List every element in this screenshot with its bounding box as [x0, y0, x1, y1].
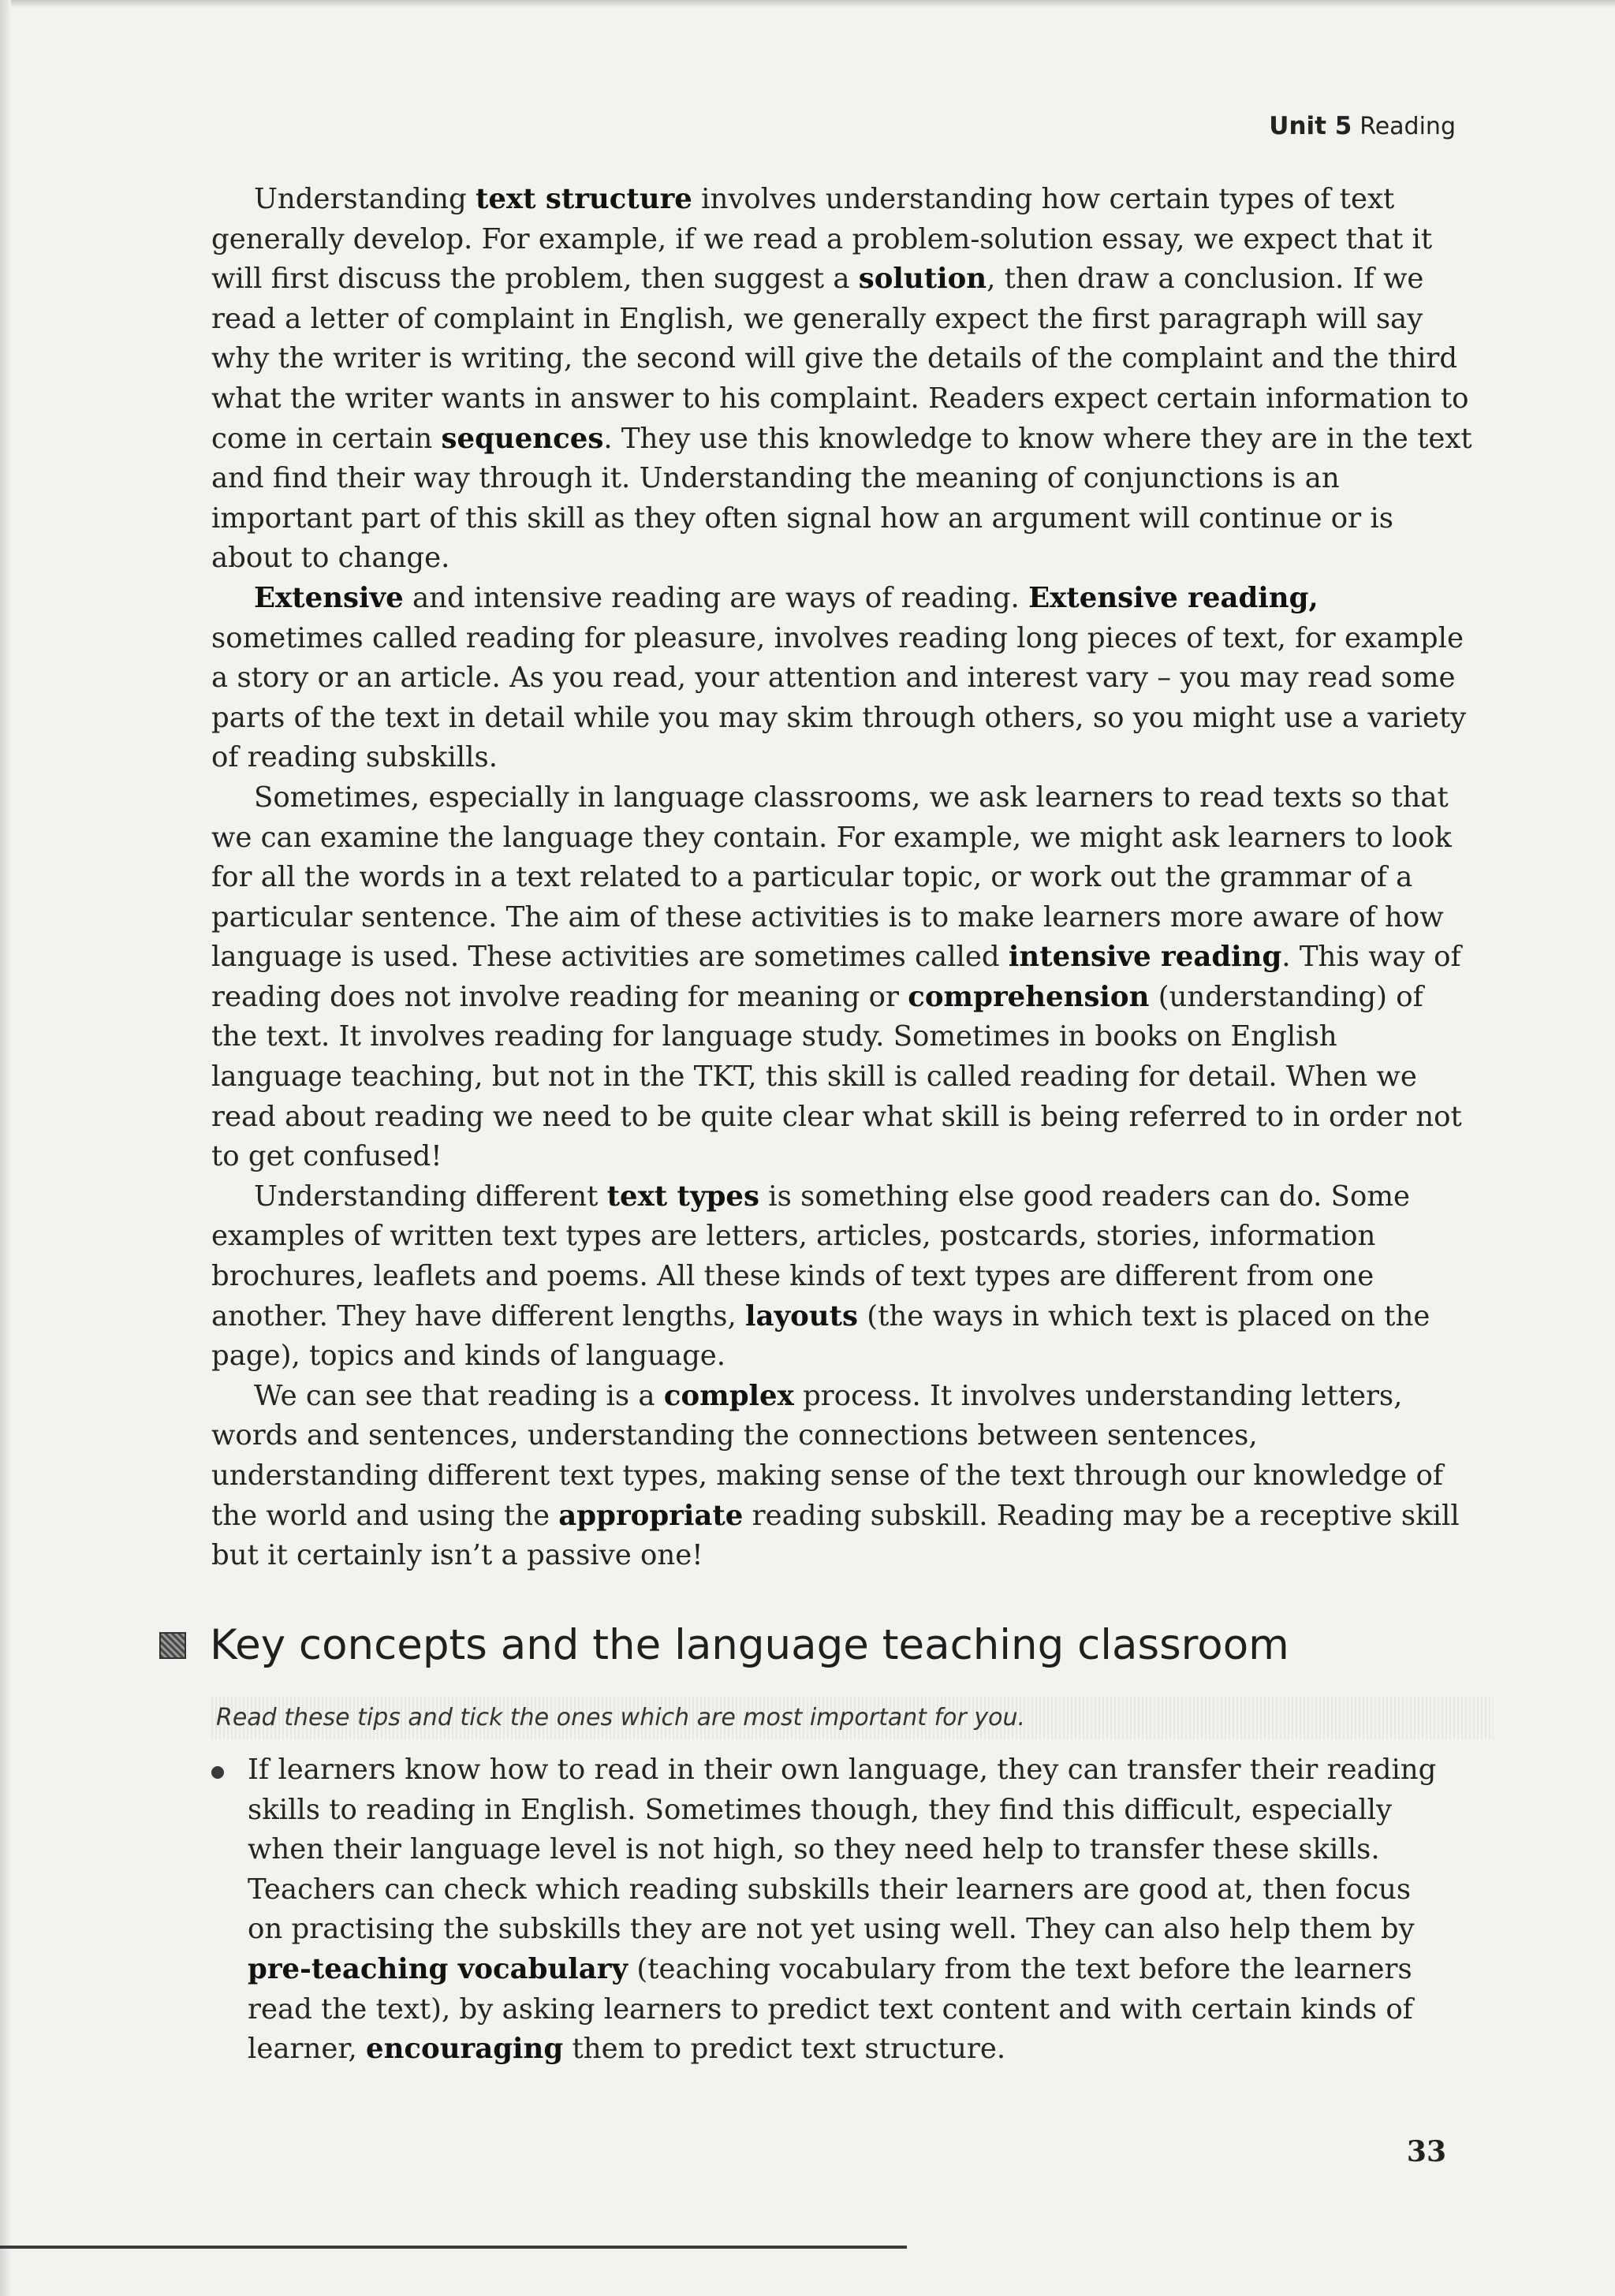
- key-term: complex: [663, 1379, 794, 1412]
- text-run: Understanding different: [254, 1180, 607, 1213]
- text-run: and intensive reading are ways of reading.: [403, 581, 1029, 614]
- text-run: (the ways in which text is placed on the page), topics and kinds of language.: [211, 1299, 1430, 1373]
- key-term: appropriate: [558, 1499, 744, 1532]
- text-run: We can see that reading is a: [254, 1379, 664, 1412]
- body-text: [211, 180, 1473, 1576]
- running-head: [1269, 112, 1456, 140]
- square-bullet-icon: [159, 1632, 186, 1659]
- text-run: involves understanding how certain types of text generally develop. For example, if we read a problem-solution essay, we expect that it will first discuss the problem, then suggest a: [211, 183, 1433, 296]
- text-run: is something else good readers can do. Some examples of written text types are letters, articles, postcards, stories, information brochures, leaflets and poems. All these kinds of text types are different from one another. They have different lengths,: [211, 1180, 1411, 1332]
- text-run: (understanding) of the text. It involves reading for language study. Sometimes in books on English language teaching, but not in the TKT, this skill is called reading for detail. When we read about reading we need to be quite clear what skill is being referred to in order not to get confused!: [211, 980, 1462, 1173]
- text-run: them to predict text structure.: [563, 2033, 1006, 2066]
- section-heading-text: Key concepts and the language teaching classroom: [210, 1621, 1289, 1669]
- key-term: Extensive: [254, 581, 404, 614]
- text-run: sometimes called reading for pleasure, involves reading long pieces of text, for example a story or an article. As you read, your attention and interest vary – you may read some parts of the text in detail while you may skim through others, so you might use a variety of reading subskills.: [211, 621, 1467, 774]
- page-left-edge: [0, 0, 11, 2296]
- text-run: , then draw a conclusion. If we read a letter of complaint in English, we generally expect the first paragraph will say why the writer is writing, the second will give the details of the complaint and the third what the writer wants in answer to his complaint. Readers expect certain information to come in certain: [211, 263, 1469, 455]
- tip-list: [211, 1750, 1442, 2070]
- key-term: pre-teaching vocabulary: [248, 1952, 628, 1985]
- paragraph: [211, 180, 1473, 579]
- page-number: 33: [1406, 2135, 1446, 2168]
- section-heading: [159, 1621, 1460, 1669]
- unit-label: Unit 5: [1269, 112, 1352, 140]
- text-run: . They use this knowledge to know where they are in the text and find their way through it. Understanding the meaning of conjunctions is an important part of this skill as they often signal how an argument will continue or is about to change.: [211, 422, 1472, 575]
- text-run: If learners know how to read in their own language, they can transfer their reading skills to reading in English. Sometimes though, they find this difficult, especially when their language level is not high, so they need help to transfer these skills. Teachers can check which reading subskills their learners are good at, then focus on practising the subskills they are not yet using well. They can also help them by: [248, 1754, 1437, 1946]
- text-run: process. It involves understanding letters, words and sentences, understanding the connections between sentences, understanding different text types, making sense of the text through our knowledge of the world and using the: [211, 1379, 1443, 1532]
- text-run: Sometimes, especially in language classrooms, we ask learners to read texts so that we can examine the language they contain. For example, we might ask learners to look for all the words in a text related to a particular topic, or work out the grammar of a particular sentence. The aim of these activities is to make learners more aware of how language is used. These activities are sometimes called: [211, 781, 1452, 974]
- key-term: encouraging: [366, 2033, 564, 2066]
- text-run: . This way of reading does not involve reading for meaning or: [211, 941, 1461, 1013]
- key-term: Extensive reading,: [1028, 581, 1318, 614]
- key-term: layouts: [745, 1299, 859, 1332]
- text-run: reading subskill. Reading may be a receptive skill but it certainly isn’t a passive one!: [211, 1499, 1460, 1572]
- page-top-edge: [0, 0, 1615, 8]
- section-label: Reading: [1360, 113, 1456, 140]
- key-term: intensive reading: [1008, 941, 1282, 974]
- key-term: text types: [606, 1180, 759, 1213]
- key-term: sequences: [441, 422, 604, 455]
- instruction-text: Read these tips and tick the ones which are most important for you.: [211, 1697, 1494, 1739]
- tip-item: [211, 1750, 1442, 2070]
- paragraph: [211, 1377, 1473, 1576]
- key-term: solution: [858, 263, 987, 296]
- key-term: text structure: [475, 183, 692, 215]
- paragraph: [211, 579, 1473, 778]
- bullet-icon: [211, 1766, 224, 1779]
- paragraph: [211, 778, 1473, 1177]
- text-run: Understanding: [254, 183, 476, 215]
- text-run: (teaching vocabulary from the text before the learners read the text), by asking learners to predict text content and with certain kinds of learner,: [248, 1952, 1413, 2066]
- page-bottom-rule: [0, 2246, 907, 2249]
- key-term: comprehension: [908, 980, 1150, 1013]
- paragraph: [211, 1177, 1473, 1377]
